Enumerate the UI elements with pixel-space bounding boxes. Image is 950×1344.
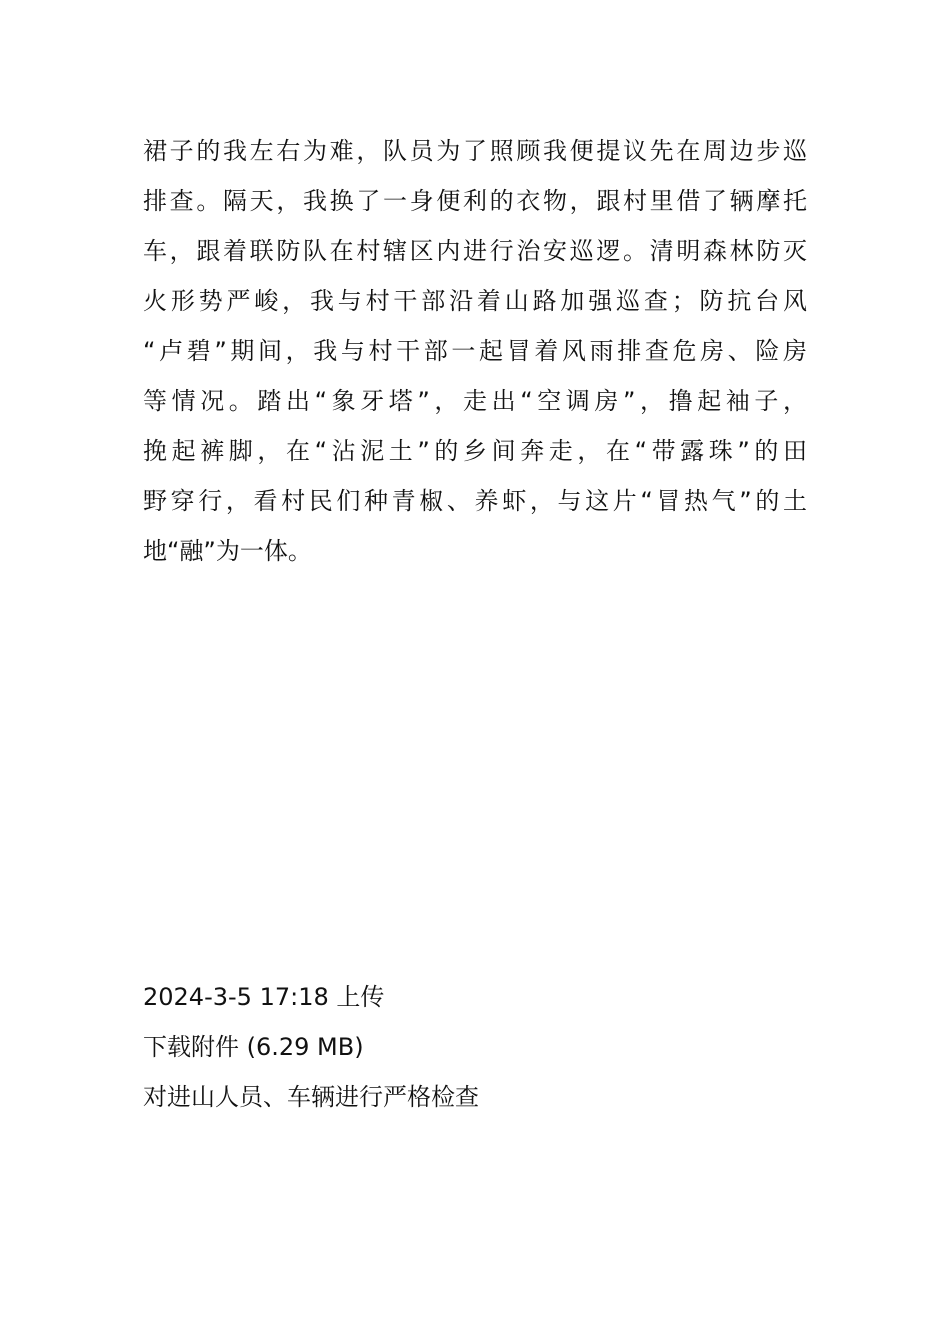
attachment-info: [143, 972, 807, 1122]
article-line: 车，跟着联防队在村辖区内进行治安巡逻。清明森林防灭: [143, 237, 807, 265]
article-line: “卢碧”期间，我与村干部一起冒着风雨排查危房、险房: [143, 337, 807, 365]
article-line: 等情况。踏出“象牙塔”，走出“空调房”，撸起袖子，: [143, 387, 807, 415]
upload-timestamp: 2024-3-5 17:18 上传: [143, 983, 385, 1011]
article-line: 裙子的我左右为难，队员为了照顾我便提议先在周边步巡: [143, 137, 807, 165]
download-attachment-link[interactable]: 下载附件 (6.29 MB): [143, 1033, 364, 1061]
article-line: 火形势严峻，我与村干部沿着山路加强巡查；防抗台风: [143, 287, 807, 315]
article-body: [143, 126, 807, 576]
article-line: 排查。隔天，我换了一身便利的衣物，跟村里借了辆摩托: [143, 187, 807, 215]
article-line: 地“融”为一体。: [143, 537, 312, 565]
article-line: 挽起裤脚，在“沾泥土”的乡间奔走，在“带露珠”的田: [143, 437, 807, 465]
image-caption: 对进山人员、车辆进行严格检查: [143, 1083, 479, 1111]
article-line: 野穿行，看村民们种青椒、养虾，与这片“冒热气”的土: [143, 487, 807, 515]
